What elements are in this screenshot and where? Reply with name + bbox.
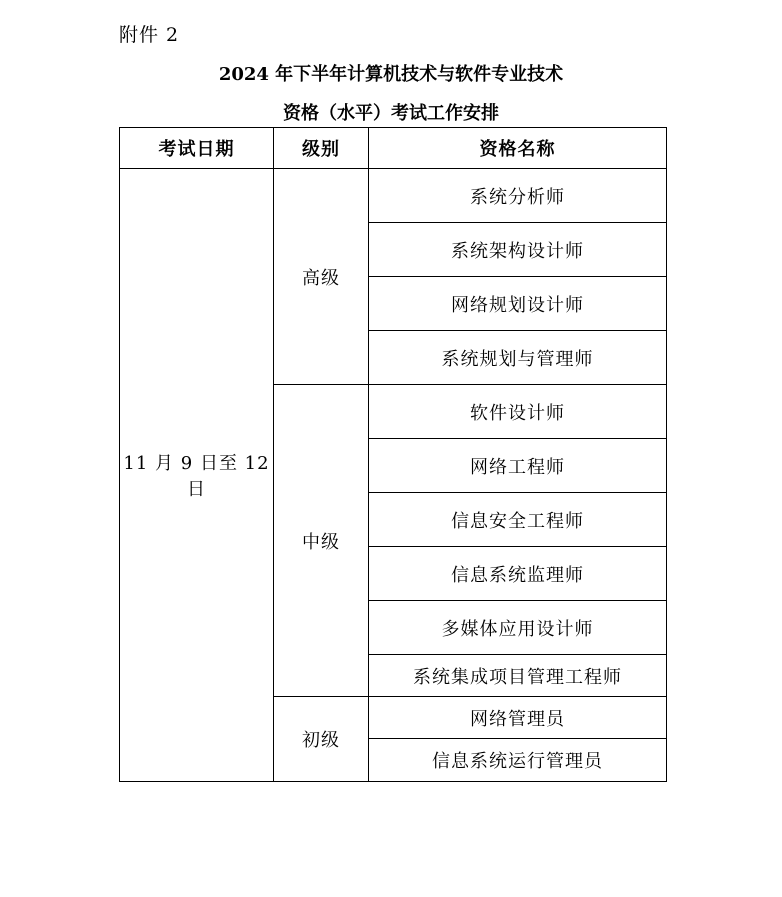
exam-schedule-table: [119, 127, 667, 782]
header-level: 级别: [274, 128, 369, 169]
qualification-name-cell: 信息系统监理师: [369, 547, 667, 601]
qualification-name-cell: 网络管理员: [369, 697, 667, 739]
qualification-name-cell: 系统规划与管理师: [369, 331, 667, 385]
qualification-name-cell: 网络规划设计师: [369, 277, 667, 331]
qualification-name-cell: 系统分析师: [369, 169, 667, 223]
table-row: [120, 169, 667, 223]
table-header-row: [120, 128, 667, 169]
header-qualification-name: 资格名称: [369, 128, 667, 169]
qualification-name-cell: 系统集成项目管理工程师: [369, 655, 667, 697]
attachment-label: 附件 2: [119, 24, 180, 46]
qualification-name-cell: 系统架构设计师: [369, 223, 667, 277]
exam-date-cell: 11 月 9 日至 12 日: [120, 169, 274, 782]
level-cell-senior: 高级: [274, 169, 369, 385]
document-title-line2: 资格（水平）考试工作安排: [283, 103, 499, 124]
qualification-name-cell: 信息系统运行管理员: [369, 739, 667, 782]
document-title-line1: 2024 年下半年计算机技术与软件专业技术: [218, 64, 564, 85]
level-cell-intermediate: 中级: [274, 385, 369, 697]
level-cell-junior: 初级: [274, 697, 369, 782]
qualification-name-cell: 信息安全工程师: [369, 493, 667, 547]
qualification-name-cell: 软件设计师: [369, 385, 667, 439]
qualification-name-cell: 网络工程师: [369, 439, 667, 493]
header-exam-date: 考试日期: [120, 128, 274, 169]
qualification-name-cell: 多媒体应用设计师: [369, 601, 667, 655]
